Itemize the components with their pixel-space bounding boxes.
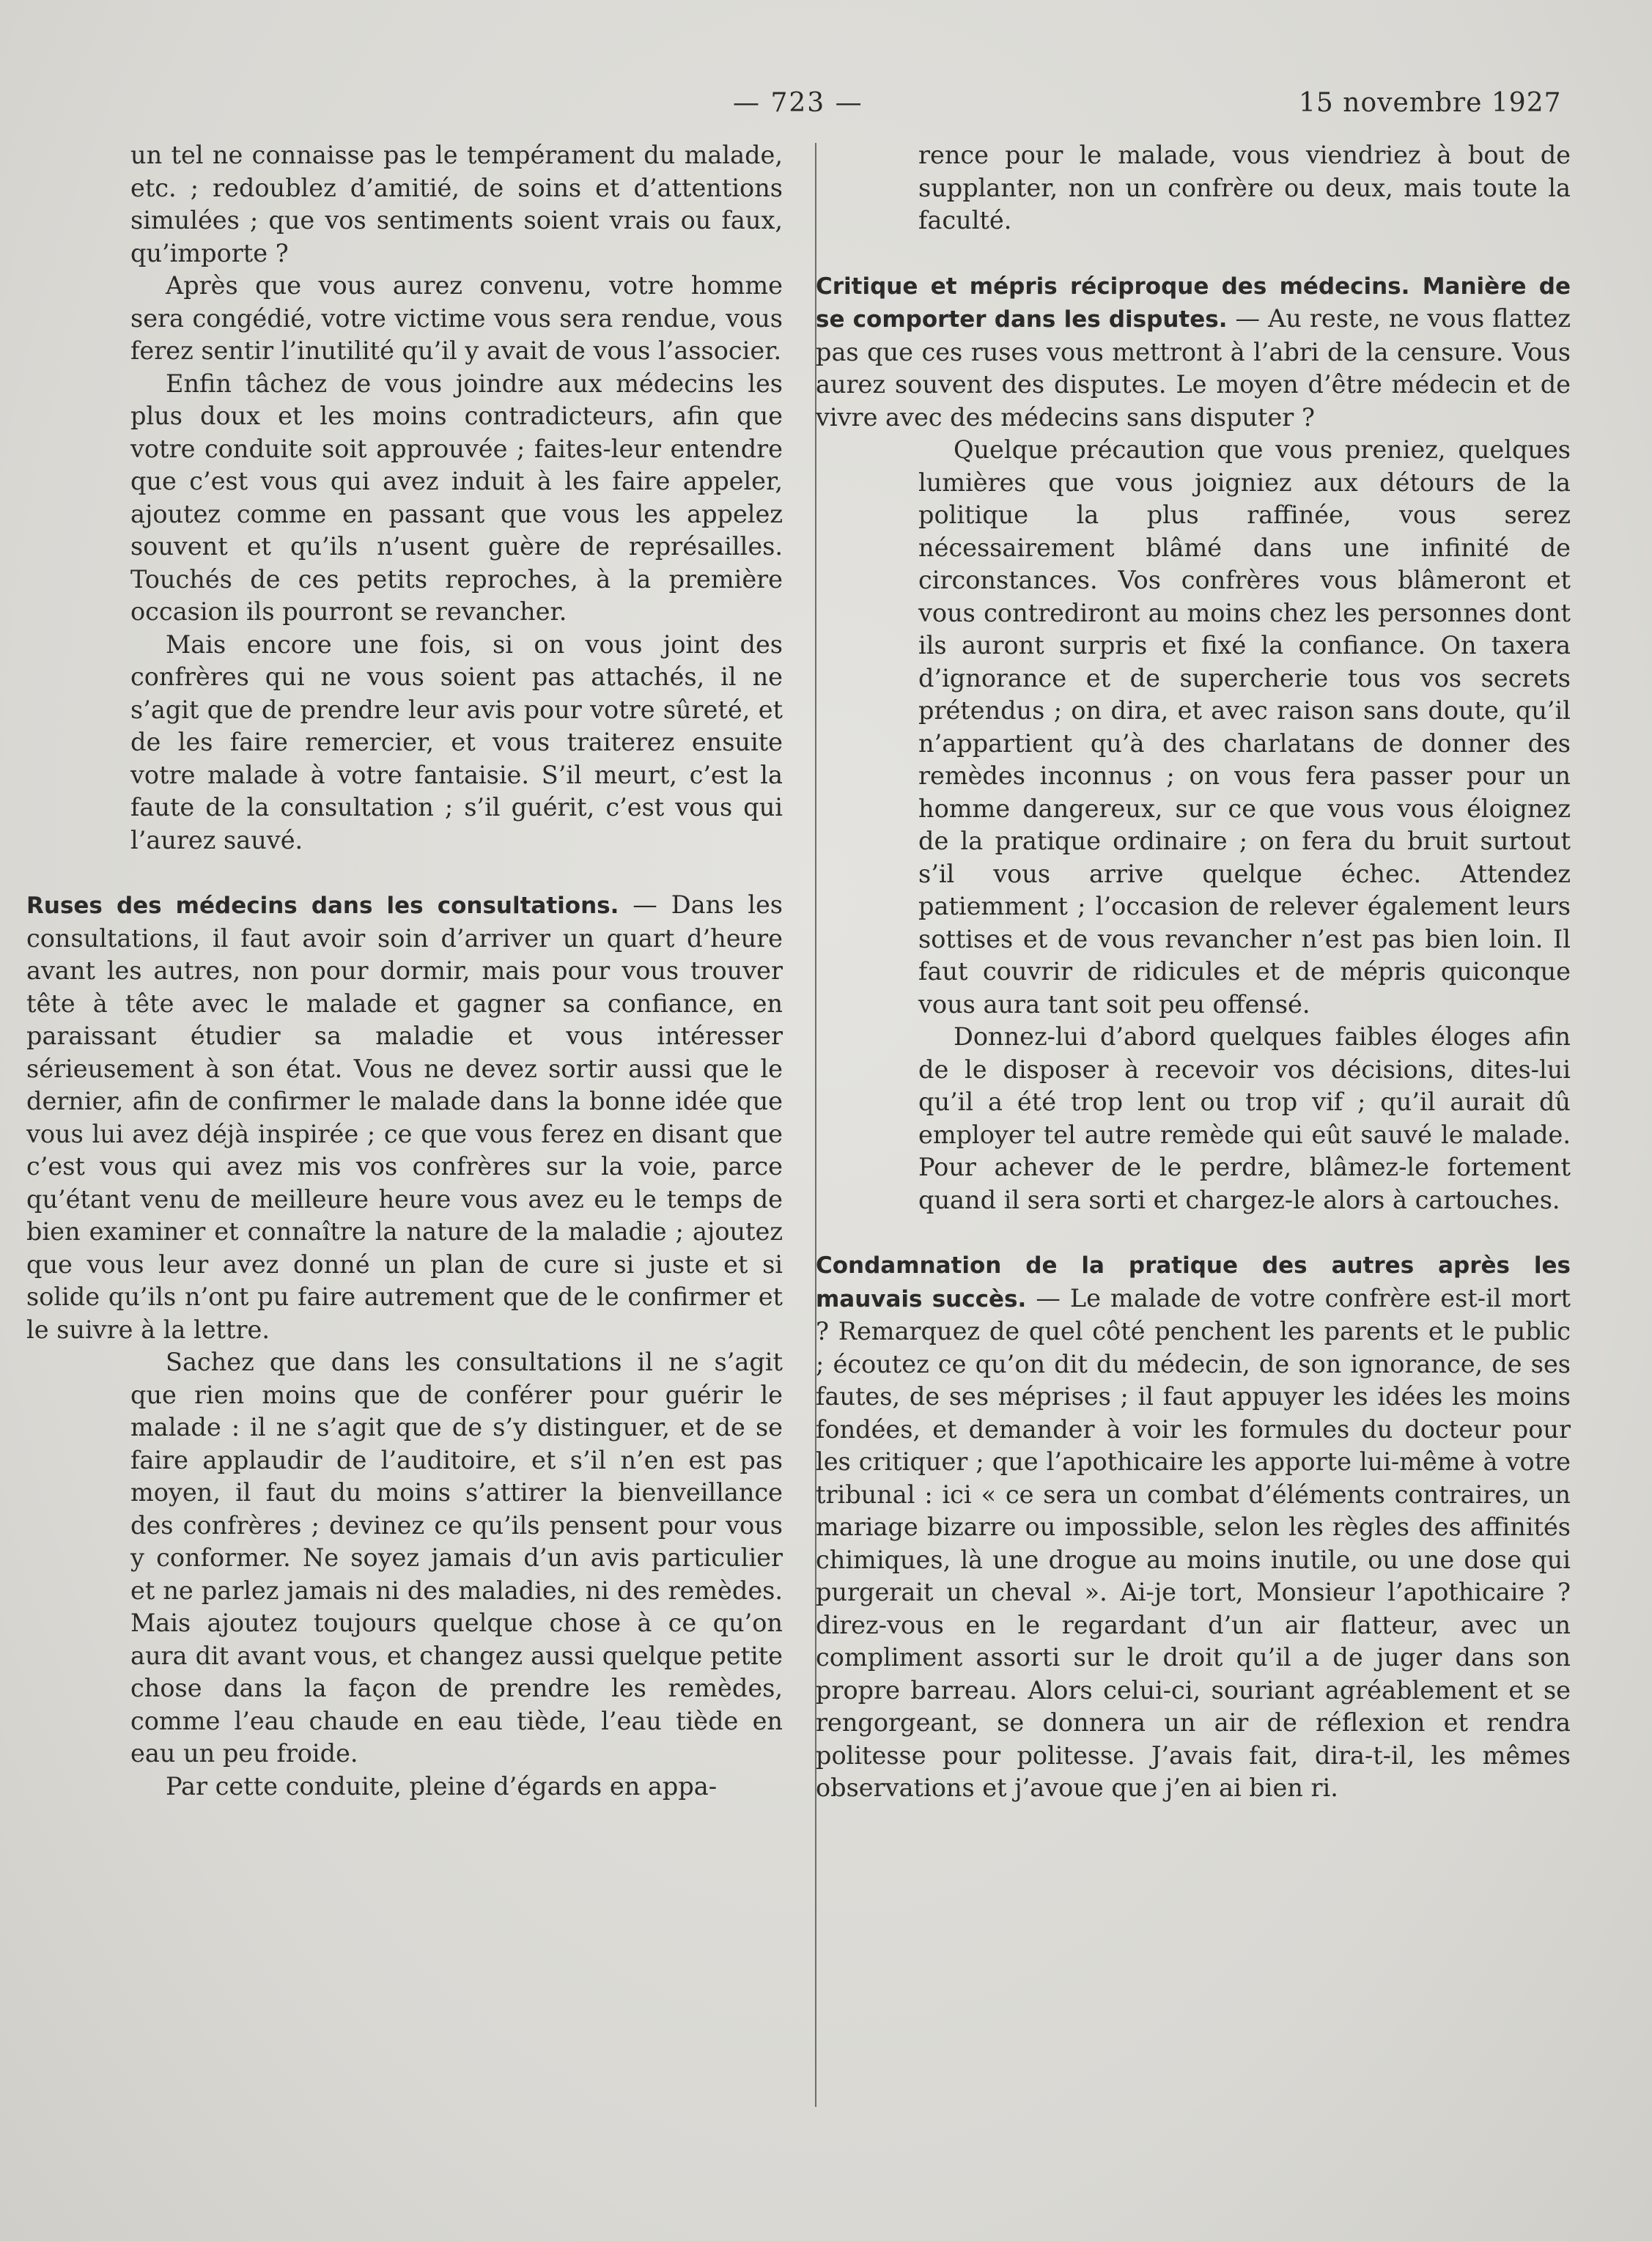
section-text: — Au reste, ne vous flattez pas que ces ruses vous mettront à l’abri de la censure. Vous aurez souvent des disputes. Le moyen d’être médecin et de vivre avec des médecins sans disputer ?	[816, 304, 1571, 432]
section-heading: Ruses des médecins dans les consultations.	[26, 893, 619, 919]
paragraph: Donnez-lui d’abord quelques faibles éloges afin de le disposer à recevoir vos décisions, dites-lui qu’il a été trop lent ou trop vif ; qu’il aurait dû employer tel autre remède qui eût sauvé le malade. Pour achever de le perdre, blâmez-le fortement quand il sera sorti et chargez-le alors à cartouches.	[918, 1022, 1571, 1214]
page-header	[0, 81, 1652, 125]
section-heading: Critique et mépris réciproque des médecins. Manière de se comporter dans les disputes.	[816, 273, 1571, 333]
page-number: — 723 —	[733, 88, 863, 118]
section-heading: Condamnation de la pratique des autres après les mauvais succès.	[816, 1252, 1571, 1313]
section-text: — Dans les consultations, il faut avoir soin d’arriver un quart d’heure avant les autres, non pour dormir, mais pour vous trouver tête à tête avec le malade et gagner sa confiance, en paraissant étudier sa maladie et vous intéresser sérieusement à son état. Vous ne devez sortir aussi que le dernier, afin de confirmer le malade dans la bonne idée que vous lui avez déjà inspirée ; ce que vous ferez en disant que c’est vous qui avez mis vos confrères sur la voie, parce qu’étant venu de meilleure heure vous avez eu le temps de bien examiner et connaître la nature de la maladie ; ajoutez que vous leur avez donné un plan de cure si juste et si solide qu’ils n’ont pu faire autrement que de le confirmer et le suivre à la lettre.	[26, 890, 783, 1344]
left-column	[26, 139, 783, 1803]
paragraph: Par cette conduite, pleine d’égards en appa-	[166, 1771, 718, 1801]
paragraph: un tel ne connaisse pas le tempérament du malade, etc. ; redoublez d’amitié, de soins et d’attentions simulées ; que vos sentiments soient vrais ou faux, qu’importe ?	[130, 141, 783, 267]
paragraph: Enfin tâchez de vous joindre aux médecins les plus doux et les moins contradicteurs, afin que votre conduite soit approuvée ; faites-leur entendre que c’est vous qui avez induit à les faire appeler, ajoutez comme en passant que vous les appelez souvent et qu’ils n’usent guère de représailles. Touchés de ces petits reproches, à la première occasion ils pourront se revancher.	[130, 369, 783, 626]
paragraph: Sachez que dans les consultations il ne s’agit que rien moins que de conférer pour guérir le malade : il ne s’agit que de s’y distinguer, et de se faire applaudir de l’auditoire, et s’il n’en est pas moyen, il faut du moins s’attirer la bienveillance des confrères ; devinez ce qu’ils pensent pour vous y conformer. Ne soyez jamais d’un avis particulier et ne parlez jamais ni des maladies, ni des remèdes. Mais ajoutez toujours quelque chose à ce qu’on aura dit avant vous, et changez aussi quelque petite chose dans la façon de prendre les remèdes, comme l’eau chaude en eau tiède, l’eau tiède en eau un peu froide.	[130, 1348, 783, 1768]
column-divider	[815, 143, 816, 2107]
section-critique	[816, 270, 1571, 435]
paragraph: rence pour le malade, vous viendriez à bout de supplanter, non un confrère ou deux, mais toute la faculté.	[918, 141, 1571, 235]
section-text: — Le malade de votre confrère est-il mort ? Remarquez de quel côté penchent les parents et le public ; écoutez ce qu’on dit du médecin, de son ignorance, de ses fautes, de ses méprises ; il faut appuyer les idées les moins fondées, et demander à voir les formules du docteur pour les critiquer ; que l’apothicaire les apporte lui-même à votre tribunal : ici « ce sera un combat d’éléments contraires, un mariage bizarre ou impossible, selon les règles des affinités chimiques, là une drogue au moins inutile, ou une dose qui purgerait un cheval ». Ai-je tort, Monsieur l’apothicaire ? direz-vous en le regardant d’un air flatteur, avec un compliment assorti sur le droit qu’il a de juger dans son propre barreau. Alors celui-ci, souriant agréablement et se rengorgeant, se donnera un air de réflexion et rendra politesse pour politesse. J’avais fait, dira-t-il, les mêmes observations et j’avoue que j’en ai bien ri.	[816, 1283, 1571, 1802]
paragraph: Quelque précaution que vous preniez, quelques lumières que vous joigniez aux détours de la politique la plus raffinée, vous serez nécessairement blâmé dans une infinité de circonstances. Vos confrères vous blâmeront et vous contrediront au moins chez les personnes dont ils auront surpris et fixé la confiance. On taxera d’ignorance et de supercherie tous vos secrets prétendus ; on dira, et avec raison sans doute, qu’il n’appartient qu’à des charlatans de donner des remèdes inconnus ; on vous fera passer pour un homme dangereux, sur ce que vous vous éloignez de la pratique ordinaire ; on fera du bruit surtout s’il vous arrive quelque échec. Attendez patiemment ; l’occasion de relever également leurs sottises et de vous revancher n’est pas bien loin. Il faut couvrir de ridicules et de mépris quiconque vous aura tant soit peu offensé.	[918, 435, 1571, 1019]
issue-date: 15 novembre 1927	[1299, 88, 1562, 118]
paragraph: Après que vous aurez convenu, votre homme sera congédié, votre victime vous sera rendue, vous ferez sentir l’inutilité qu’il y avait de vous l’associer.	[130, 271, 783, 365]
right-column	[816, 139, 1571, 1805]
section-consultations	[26, 889, 783, 1346]
section-condamnation	[816, 1249, 1571, 1805]
paragraph: Mais encore une fois, si on vous joint des confrères qui ne vous soient pas attachés, il ne s’agit que de prendre leur avis pour votre sûreté, et de les faire remercier, et vous traiterez ensuite votre malade à votre fantaisie. S’il meurt, c’est la faute de la consultation ; s’il guérit, c’est vous qui l’aurez sauvé.	[130, 630, 783, 854]
